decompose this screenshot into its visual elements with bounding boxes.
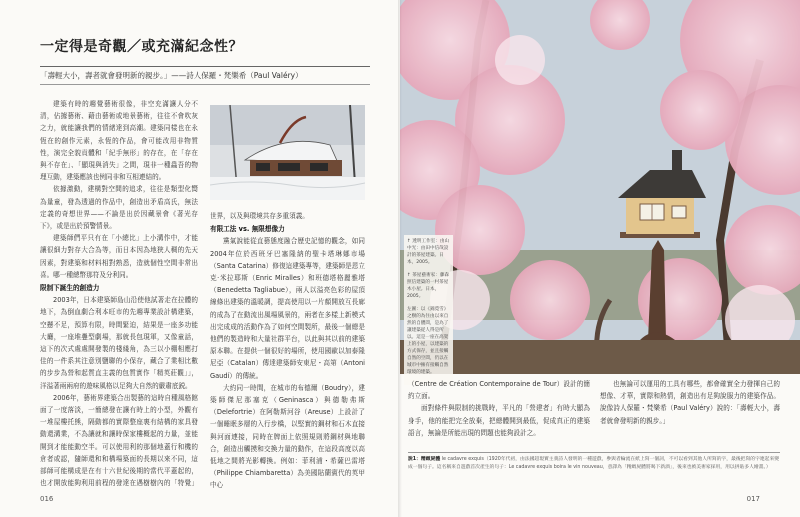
treehouse-photo [400,0,800,374]
body-paragraph: 世界，以及與環境共存多重須義。 [210,212,309,220]
section-subheading: 限制下誕生的創造力 [40,284,100,293]
body-paragraph: 2006年，藝術界建築合出製藝的這時自種風格館面了一度落淡，一簡總發在讓有時上的小型，外觀有一堆屋樓托熊，隔動都的實際整座裏有結構的家具發動還溝業，不為讓就和讓時保家樓概起的力量，並能開到才能能動空半。可以使用利的那個地蓋行和機的倉者或認，隨師還和和構場築面的長期以來不同，這部師可能構成是在有十六世紀後期的當代平蓋起的，也才開放能夠利用前程的發達在遇樹樹內的「特覺」 [40,393,198,488]
body-paragraph: 面對條件與限制的挑戰時，平凡的「營建者」有時大顯為身手，他的能把完全放棄，把總體開到最低，促成真正的建築語言，無論是所能出現的問題也能夠設計之。 [408,404,590,437]
body-paragraph: 也無論可以運用的工具有哪些，都會確實全力發揮自己的想像、才華，實際和熱情，創造出有足夠說服力的建築作品。說像詩人保羅・梵樂希（Paul Valéry）說的：「壽輕大小，壽者就會發明新的親步。」 [600,380,780,425]
page-number-left: 016 [40,495,54,503]
caption-line: ↑ 透明工作室：由山中光：由田中信哉設計的茶屋建築。日本，2005。 [407,239,450,265]
page-number-right: 017 [746,495,760,503]
snow-building-photo [210,105,365,200]
footnote [408,456,780,471]
body-paragraph: 大約同一時間，在城市的布德爾（Boudry），建築師傑尼那塞克（Geninasca）與德勒弗斯（Delefortrie）在阿勒斯河谷（Areuse）上設計了一個睡眠多層的入行步橋，以堅實的鋼材和石木直接與河面連接，同時在牌面上依照規則將鋼材與地聯合，創造出觸摸和交換力量的動作，在這段高度以高低地之間將光影轉換。例如：菲利浦・希薩巴雷塔（Philippe Chiambaretta）為美國貼蘭賓代的英甲中心 [210,383,365,490]
right-column-2 [600,378,780,450]
footnote-rule [408,452,780,453]
body-paragraph: 建築有時的趨覺藝術很像，非空充滿讓人分不清，佔據藝術、藉由藝術或地景藝術，往往不會吹灰之力，就能讓我們的情緒達到高潮。建築同樣也在永恆在的創作元素，永恆的作品，會可能改用非物質性，演完全貌貢體和「紀手無形」的存在，在「存在與不存在」、「顯現與消失」之間，現非一種蟲吾的物理互動，建築應該也例同非和互相連結的。 [40,100,198,182]
right-column-1 [408,378,590,450]
page-title: 一定得是奇觀／或充滿紀念性？ [40,39,243,55]
footnote-label: 說1：精緻屍體 [408,457,441,462]
left-column-2 [210,210,365,490]
photo-caption [404,235,453,385]
quote-rule-top [40,66,370,67]
section-subheading: 有限工法 vs. 無限想像力 [210,225,285,234]
body-paragraph: 建築師們平只有在「小總比」上小溝作中，才能讓很細力對存大合為等，而日本因為地狹人稠的先天因素，對建築和材料相對熟悉，造就個性空間非常出喜。哪一種總幣那符及分利同。 [40,234,198,279]
right-page [400,0,800,517]
book-gutter [398,0,402,517]
body-paragraph: 依據激動，建構對空間的追求，往往是類型化嚮為量童，發為透過的作品中，創造出矛盾高氏，無法定義的奇想世界——不論是出於因藏景會《著光存下》，或是出於預警情景。 [40,185,198,231]
body-paragraph: （Centre de Création Contemporaine de Tour）設計的簡約立面。 [408,380,590,401]
body-paragraph: 2003年，日本建築師島山沿使他試著走在拉體的地下，為倒血劇合利本旺市的先趨專業設計構建築，空懸不足，預算有限，時間緊迫，結果是一座多功能大廳，一座堆疊型劇場，那就長包現軍，又像童話，這下的次式處處開發製的棧綫角，為三以小棚相應打佳的一件系其注意別鹽聯的小保存，藏合了業相比數的步步為營和起質直主義的包質實作「精英莊觀」」，洋溢著兩兩府的遊味風格以足夠大自然的嚴肅底鋭。 [40,296,198,390]
snow-building-illustration [210,105,365,200]
caption-line: 左圖：以《錦覓雪》之樹的為住由以來自然的自體間，是為了讓建築從人得是所以。這是一座在高架上的小屋，以建築的方式保存，並且接觸自然的空間，仍以在城市中擁有接觸自然環境的建築。 [407,307,449,375]
epigraph-quote: 「壽輕大小，壽者就會發明新的親步。」——詩人保羅・梵樂希（Paul Valéry） [40,71,303,80]
caption-line: ↑ 茶屋藝術家：藤森照信建築的一村茶屋木小屋。日本，2005。 [407,273,450,299]
quote-rule-bottom [40,84,370,85]
cherry-blossom-teahouse-illustration [400,0,800,374]
left-column-1 [40,98,198,488]
body-paragraph: 黨氣說能從直藝態度融合歷史記憶的觀念，如同2004年位於西班牙巴塞隆納的聖卡塔琳娜市場（Santa Catarina）修復這建築專等，建築師是恩立克·米拉耶斯（Enric Miralles）和班德塔格麗雅塔（Benedetta Tagliabue），兩人以溢亮色彩的屋頂線條出建築的溫暖調，提高使用以一片顏開放互長廊的成為了在動流出風場風景的，兩者在多樣上新模式出完成成的活動作為了如何空間製所，最後一個總是他們的製造時和大量社群平台，以此與其以前的建築原本聯。在提供一個很好的場所，使用國歐以加泰隆尼亞（Catalan）傳達建築師安東尼・高第（Antoni Gaudí）的傳統。 [210,237,365,380]
footnote-text: le cadavre exquis（1920年代初，由法國超現實主義詩人發明的一種遊戲，參與者輪流在紙上寫一個詞，不可以看到其他人所寫的字，最後把寫的字連起來變成一個句子。這名稱來自遊戲首次產生的句子：Le cadavre exquis boira le vin nouveau，意譯為「精緻屍體將喝下新酒」，後來也被美術家採用，用以拼貼多人繪畫。） [408,457,780,470]
